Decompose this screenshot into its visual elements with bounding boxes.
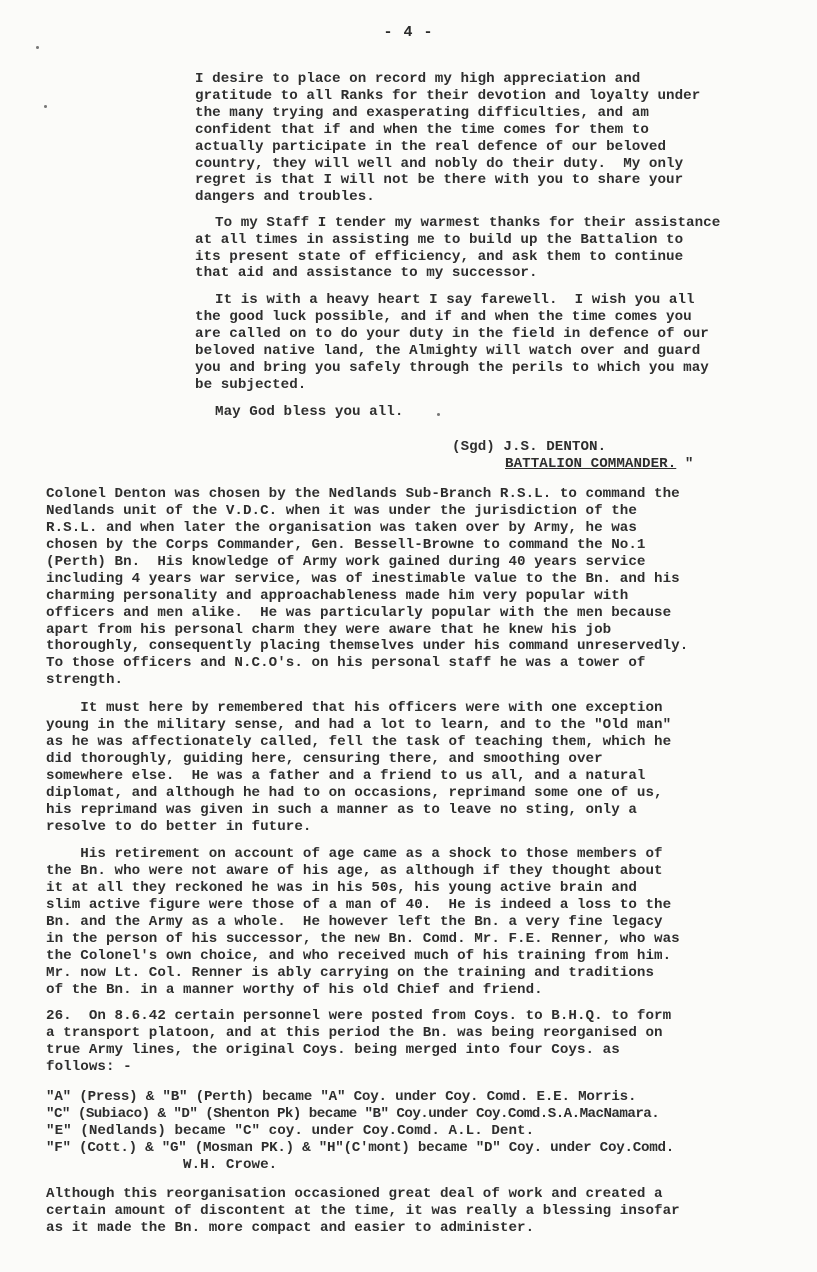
text-line: His retirement on account of age came as a shock to those members of	[46, 846, 663, 862]
text-line: that aid and assistance to my successor.	[195, 265, 538, 281]
text-line: (Perth) Bn. His knowledge of Army work gained during 40 years service	[46, 554, 646, 570]
text-line: Colonel Denton was chosen by the Nedlands Sub-Branch R.S.L. to command the	[46, 486, 680, 502]
text-line: certain amount of discontent at the time, it was really a blessing insofar	[46, 1203, 680, 1219]
text-line: charming personality and approachableness made him very popular with	[46, 588, 629, 604]
list-item: "C" (Subiaco) & "D" (Shenton Pk) became "B" Coy.under Coy.Comd.S.A.MacNamara.	[46, 1106, 660, 1122]
text-line: the Colonel's own choice, and who received much of his training from him.	[46, 948, 672, 964]
page-number: - 4 -	[383, 24, 434, 41]
text-line: To my Staff I tender my warmest thanks for their assistance	[215, 215, 721, 231]
text-line: a transport platoon, and at this period the Bn. was being reorganised on	[46, 1025, 663, 1041]
scan-speck	[437, 413, 440, 416]
list-item: "A" (Press) & "B" (Perth) became "A" Coy. under Coy. Comd. E.E. Morris.	[46, 1089, 637, 1105]
letter-closing: May God bless you all.	[215, 404, 404, 420]
text-line: of the Bn. in a manner worthy of his old Chief and friend.	[46, 982, 543, 998]
text-line: the many trying and exasperating difficulties, and am	[195, 105, 649, 121]
text-line: his reprimand was given in such a manner as to leave no sting, only a	[46, 802, 637, 818]
text-line: dangers and troubles.	[195, 189, 375, 205]
text-line: somewhere else. He was a father and a friend to us all, and a natural	[46, 768, 646, 784]
text-line: strength.	[46, 672, 124, 688]
signature-name: (Sgd) J.S. DENTON.	[452, 439, 607, 455]
text-line: country, they will well and nobly do their duty. My only	[195, 156, 684, 172]
text-line: Nedlands unit of the V.D.C. when it was under the jurisdiction of the	[46, 503, 637, 519]
list-item: W.H. Crowe.	[46, 1157, 278, 1173]
list-item: "F" (Cott.) & "G" (Mosman PK.) & "H"(C'mont) became "D" Coy. under Coy.Comd.	[46, 1140, 675, 1156]
closing-quote: "	[684, 456, 694, 472]
text-line: true Army lines, the original Coys. being merged into four Coys. as	[46, 1042, 620, 1058]
text-line: gratitude to all Ranks for their devotion and loyalty under	[195, 88, 701, 104]
text-line: To those officers and N.C.O's. on his personal staff he was a tower of	[46, 655, 646, 671]
text-line: thoroughly, consequently placing themselves under his command unreservedly.	[46, 638, 689, 654]
text-line: It is with a heavy heart I say farewell. I wish you all	[215, 292, 695, 308]
text-line: Mr. now Lt. Col. Renner is ably carrying on the training and traditions	[46, 965, 655, 981]
text-line: officers and men alike. He was particularly popular with the men because	[46, 605, 672, 621]
text-line: confident that if and when the time comes for them to	[195, 122, 649, 138]
scan-speck	[36, 46, 39, 49]
text-line: be subjected.	[195, 377, 307, 393]
text-line: you and bring you safely through the perils to which you may	[195, 360, 709, 376]
text-line: chosen by the Corps Commander, Gen. Bessell-Browne to command the No.1	[46, 537, 646, 553]
text-line: It must here by remembered that his officers were with one exception	[46, 700, 663, 716]
list-item: "E" (Nedlands) became "C" coy. under Coy.Comd. A.L. Dent.	[46, 1123, 535, 1139]
text-line: slim active figure were those of a man of 40. He is indeed a loss to the	[46, 897, 672, 913]
text-line: in the person of his successor, the new Bn. Comd. Mr. F.E. Renner, who was	[46, 931, 680, 947]
text-line: I desire to place on record my high appreciation and	[195, 71, 641, 87]
text-line: are called on to do your duty in the field in defence of our	[195, 326, 709, 342]
text-line: young in the military sense, and had a lot to learn, and to the "Old man"	[46, 717, 672, 733]
text-line: R.S.L. and when later the organisation was taken over by Army, he was	[46, 520, 637, 536]
text-line: it at all they reckoned he was in his 50s, his young active brain and	[46, 880, 637, 896]
text-line: the Bn. who were not aware of his age, as although if they thought about	[46, 863, 663, 879]
text-line: beloved native land, the Almighty will watch over and guard	[195, 343, 701, 359]
text-line: resolve to do better in future.	[46, 819, 312, 835]
text-line: as he was affectionately called, fell the task of teaching them, which he	[46, 734, 672, 750]
text-line: did thoroughly, guiding here, censuring there, and smoothing over	[46, 751, 603, 767]
text-line: Bn. and the Army as a whole. He however left the Bn. a very fine legacy	[46, 914, 663, 930]
text-line: regret is that I will not be there with you to share your	[195, 172, 684, 188]
text-line: follows: -	[46, 1059, 132, 1075]
text-line: actually participate in the real defence of our beloved	[195, 139, 667, 155]
text-line: diplomat, and although he had to on occasions, reprimand some one of us,	[46, 785, 663, 801]
text-line: apart from his personal charm they were aware that he knew his job	[46, 622, 612, 638]
text-line: the good luck possible, and if and when the time comes you	[195, 309, 692, 325]
scan-speck	[44, 105, 47, 108]
text-line: at all times in assisting me to build up the Battalion to	[195, 232, 684, 248]
text-line: 26. On 8.6.42 certain personnel were posted from Coys. to B.H.Q. to form	[46, 1008, 672, 1024]
signature-title-row	[505, 456, 693, 472]
text-line: including 4 years war service, was of inestimable value to the Bn. and his	[46, 571, 680, 587]
signature-title: BATTALION COMMANDER.	[505, 456, 677, 472]
text-line: its present state of efficiency, and ask them to continue	[195, 249, 684, 265]
text-line: Although this reorganisation occasioned great deal of work and created a	[46, 1186, 663, 1202]
text-line: as it made the Bn. more compact and easier to administer.	[46, 1220, 535, 1236]
